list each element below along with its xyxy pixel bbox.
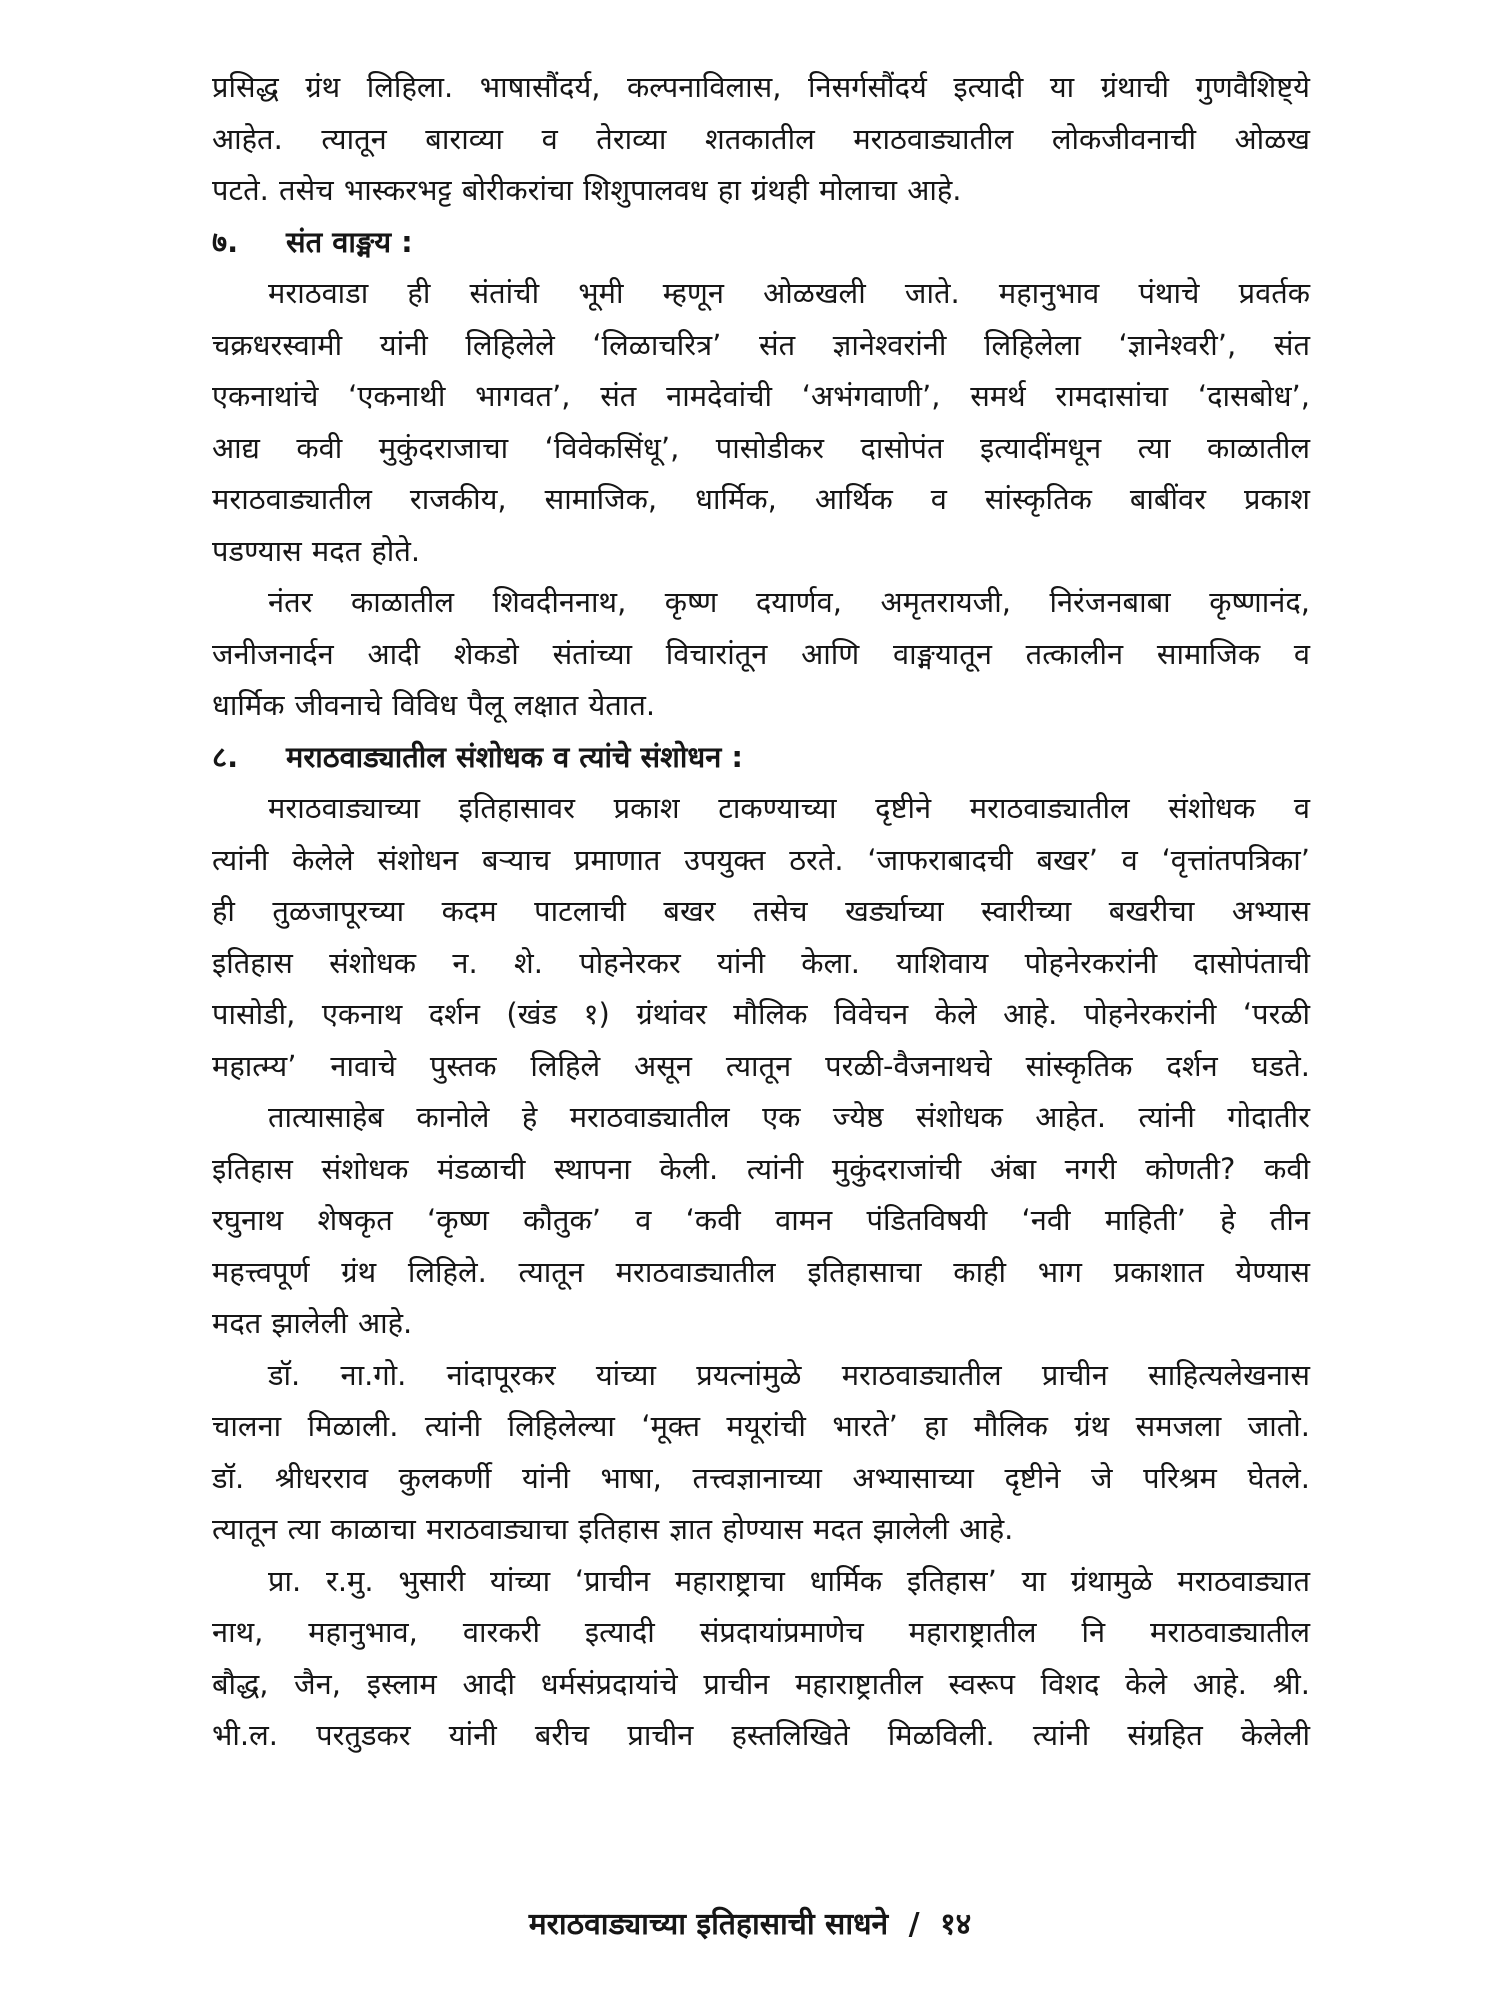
text-line: पटते. तसेच भास्करभट्ट बोरीकरांचा शिशुपालवध हा ग्रंथही मोलाचा आहे. [212,173,962,207]
paragraph [212,783,1310,1092]
text-line: आहेत. त्यातून बाराव्या व तेराव्या शतकातील मराठवाड्यातील लोकजीवनाची ओळख [212,121,1310,156]
page-footer [0,1905,1500,1945]
text-line: महात्म्य’ नावाचे पुस्तक लिहिले असून त्यातून परळी-वैजनाथचे सांस्कृतिक दर्शन घडते. [212,1048,1310,1083]
text-line: आद्य कवी मुकुंदराजाचा ‘विवेकसिंधू’, पासोडीकर दासोपंत इत्यादींमधून त्या काळातील [212,430,1310,465]
section-title: संत वाङ्मय : [286,224,413,259]
page-number: १४ [940,1907,972,1942]
paragraph [212,268,1310,577]
paragraph [212,1092,1310,1350]
text-line: चालना मिळाली. त्यांनी लिहिलेल्या ‘मूक्त मयूरांची भारते’ हा मौलिक ग्रंथ समजला जातो. [212,1409,1310,1443]
text-line: पडण्यास मदत होते. [212,533,421,568]
section-heading-8 [212,732,1310,784]
text-line: तात्यासाहेब कानोले हे मराठवाड्यातील एक ज्येष्ठ संशोधक आहेत. त्यांनी गोदातीर [268,1100,1310,1134]
text-line: इतिहास संशोधक मंडळाची स्थापना केली. त्यांनी मुकुंदराजांची अंबा नगरी कोणती? कवी [212,1151,1310,1186]
text-line: मराठवाड्याच्या इतिहासावर प्रकाश टाकण्याच्या दृष्टीने मराठवाड्यातील संशोधक व [268,791,1310,825]
text-line: त्यांनी केलेले संशोधन बऱ्याच प्रमाणात उपयुक्त ठरते. ‘जाफराबादची बखर’ व ‘वृत्तांतपत्रिका’ [212,842,1310,877]
paragraph [212,1556,1310,1762]
text-line: नंतर काळातील शिवदीननाथ, कृष्ण दयार्णव, अमृतरायजी, निरंजनबाबा कृष्णानंद, [268,585,1310,619]
paragraph-continuation [212,62,1310,217]
text-line: प्रा. र.मु. भुसारी यांच्या ‘प्राचीन महाराष्ट्राचा धार्मिक इतिहास’ या ग्रंथामुळे मराठवाड्यात [268,1563,1310,1598]
text-line: मराठवाडा ही संतांची भूमी म्हणून ओळखली जाते. महानुभाव पंथाचे प्रवर्तक [268,276,1310,310]
text-line: डॉ. ना.गो. नांदापूरकर यांच्या प्रयत्नांमुळे मराठवाड्यातील प्राचीन साहित्यलेखनास [268,1357,1310,1392]
section-number: ८. [212,739,239,774]
text-line: जनीजनार्दन आदी शेकडो संतांच्या विचारांतून आणि वाङ्मयातून तत्कालीन सामाजिक व [212,636,1310,671]
text-line: महत्त्वपूर्ण ग्रंथ लिहिले. त्यातून मराठवाड्यातील इतिहासाचा काही भाग प्रकाशात येण्यास [212,1254,1310,1289]
text-line: ही तुळजापूरच्या कदम पाटलाची बखर तसेच खर्ड्याच्या स्वारीच्या बखरीचा अभ्यास [212,894,1310,928]
text-line: भी.ल. परतुडकर यांनी बरीच प्राचीन हस्तलिखिते मिळविली. त्यांनी संग्रहित केलेली [212,1718,1310,1752]
paragraph [212,577,1310,732]
text-line: प्रसिद्ध ग्रंथ लिहिला. भाषासौंदर्य, कल्पनाविलास, निसर्गसौंदर्य इत्यादी या ग्रंथाची गुणवैशिष्ट्ये [212,70,1310,104]
section-number: ७. [212,224,239,259]
text-line: मराठवाड्यातील राजकीय, सामाजिक, धार्मिक, आर्थिक व सांस्कृतिक बाबींवर प्रकाश [212,482,1310,516]
text-line: त्यातून त्या काळाचा मराठवाड्याचा इतिहास ज्ञात होण्यास मदत झालेली आहे. [212,1512,1014,1546]
text-line: मदत झालेली आहे. [212,1306,413,1340]
text-line: एकनाथांचे ‘एकनाथी भागवत’, संत नामदेवांची ‘अभंगवाणी’, समर्थ रामदासांचा ‘दासबोध’, [212,379,1310,413]
text-line: रघुनाथ शेषकृत ‘कृष्ण कौतुक’ व ‘कवी वामन पंडितविषयी ‘नवी माहिती’ हे तीन [212,1203,1310,1237]
text-line: धार्मिक जीवनाचे विविध पैलू लक्षात येतात. [212,688,656,722]
text-line: चक्रधरस्वामी यांनी लिहिलेले ‘लिळाचरित्र’ संत ज्ञानेश्वरांनी लिहिलेला ‘ज्ञानेश्वरी’, संत [212,327,1310,362]
paragraph [212,1350,1310,1556]
text-line: बौद्ध, जैन, इस्लाम आदी धर्मसंप्रदायांचे प्राचीन महाराष्ट्रातील स्वरूप विशद केले आहे. श्री. [212,1666,1310,1701]
text-line: नाथ, महानुभाव, वारकरी इत्यादी संप्रदायांप्रमाणेच महाराष्ट्रातील नि मराठवाड्यातील [212,1615,1310,1649]
section-title: मराठवाड्यातील संशोधक व त्यांचे संशोधन : [286,739,744,774]
footer-title: मराठवाड्याच्या इतिहासाची साधने [528,1907,889,1942]
text-line: पासोडी, एकनाथ दर्शन (खंड १) ग्रंथांवर मौलिक विवेचन केले आहे. पोहनेरकरांनी ‘परळी [212,997,1310,1031]
text-line: इतिहास संशोधक न. शे. पोहनेरकर यांनी केला. याशिवाय पोहनेरकरांनी दासोपंताची [212,945,1310,980]
document-page [212,62,1310,1762]
section-heading-7 [212,217,1310,269]
footer-separator: / [908,1907,920,1942]
text-line: डॉ. श्रीधरराव कुलकर्णी यांनी भाषा, तत्त्वज्ञानाच्या अभ्यासाच्या दृष्टीने जे परिश्रम घेतले. [212,1460,1310,1495]
